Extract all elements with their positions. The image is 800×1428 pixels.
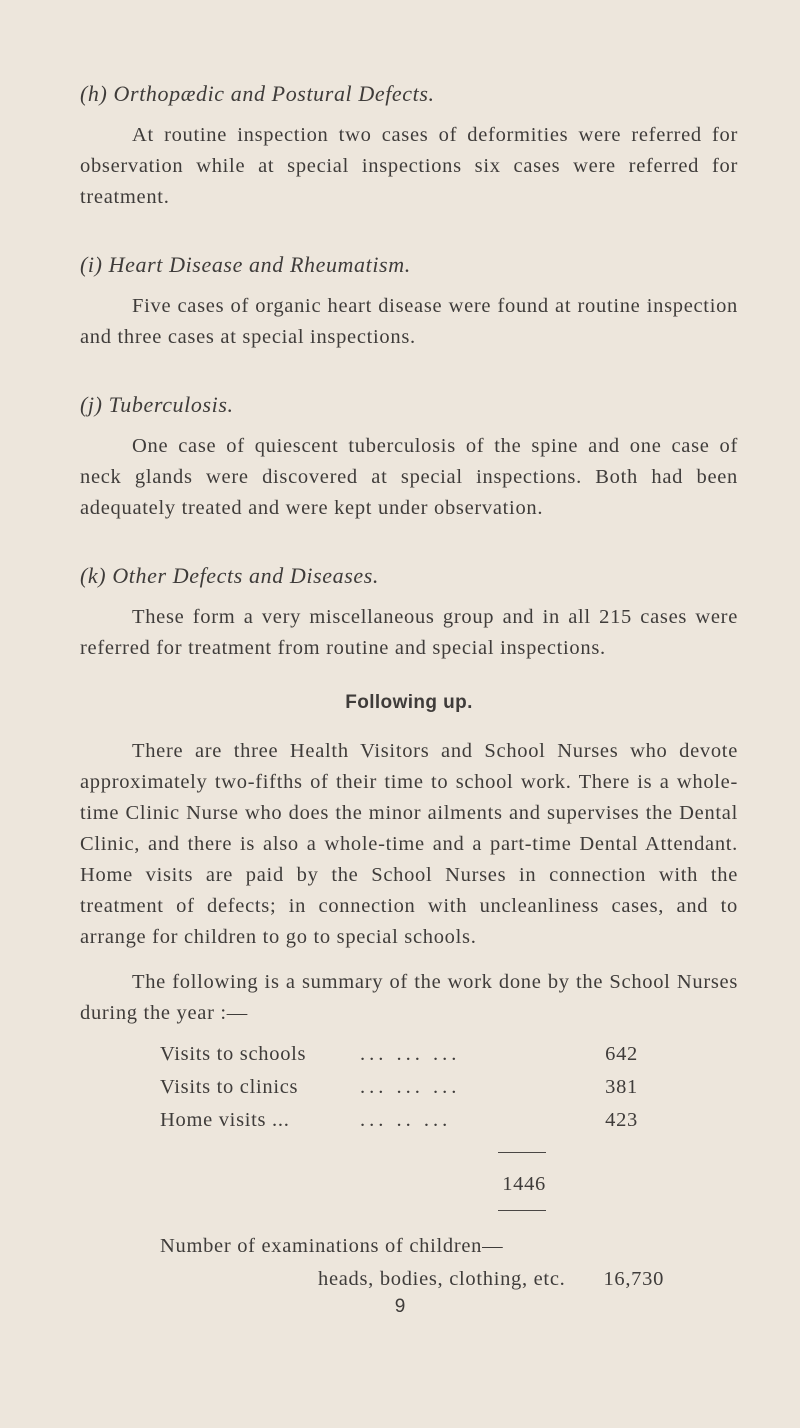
section-heading: (j) Tuberculosis. (80, 392, 234, 417)
row-value: 642 (605, 1043, 638, 1065)
row-leader-dots: ... ... ... (360, 1076, 461, 1098)
summary-intro: The following is a summary of the work done by the School Nurses during the year :— (80, 971, 738, 1024)
examinations-row (318, 1268, 738, 1291)
section-heading: (h) Orthopædic and Postural Defects. (80, 81, 435, 106)
examinations-detail: heads, bodies, clothing, etc. (318, 1268, 566, 1290)
following-up-paragraph: There are three Health Visitors and School Nurses who devote approximately two-fifths of their time to school work. There is a whole-time Clinic Nurse who does the minor ailments and supervises the Dental Clinic, and there is also a whole-time and a part-time Dental Attendant. Home visits are paid by the School Nurses in connection with the treatment of defects; in connection with uncleanliness cases, and to arrange for children to go to special schools. (80, 740, 738, 948)
section-body: One case of quiescent tuberculosis of the spine and one case of neck glands were discovered at special inspections. Both had been adequately treated and were kept under observation. (80, 435, 738, 519)
total-rule (498, 1210, 546, 1211)
row-label: Visits to clinics (160, 1076, 299, 1098)
sum-rule (498, 1152, 546, 1153)
page-number: 9 (394, 1296, 406, 1317)
table-row (160, 1043, 738, 1076)
section-tuberculosis (80, 389, 738, 524)
section-body: At routine inspection two cases of deformities were referred for observation while at special inspections six cases were referred for treatment. (80, 124, 738, 208)
section-other-defects (80, 560, 738, 664)
section-body: These form a very miscellaneous group and in all 215 cases were referred for treatment from routine and special inspections. (80, 606, 738, 659)
row-value: 423 (605, 1109, 638, 1131)
summary-table (160, 1043, 738, 1142)
section-heading: (i) Heart Disease and Rheumatism. (80, 252, 411, 277)
examinations-label: Number of examinations of children— (160, 1235, 504, 1257)
section-heart-disease (80, 249, 738, 353)
examinations-value: 16,730 (603, 1268, 665, 1290)
row-label: Home visits ... (160, 1109, 290, 1131)
following-up-heading: Following up. (345, 692, 473, 713)
row-leader-dots: ... .. ... (360, 1109, 452, 1131)
row-leader-dots: ... ... ... (360, 1043, 461, 1065)
section-orthopaedic (80, 78, 738, 213)
table-row (160, 1076, 738, 1109)
section-body: Five cases of organic heart disease were found at routine inspection and three cases at special inspections. (80, 295, 738, 348)
section-following-up (80, 692, 738, 1029)
summary-total: 1446 (502, 1173, 546, 1195)
table-row (160, 1109, 738, 1142)
row-value: 381 (605, 1076, 638, 1098)
section-heading: (k) Other Defects and Diseases. (80, 563, 380, 588)
row-label: Visits to schools (160, 1043, 307, 1065)
